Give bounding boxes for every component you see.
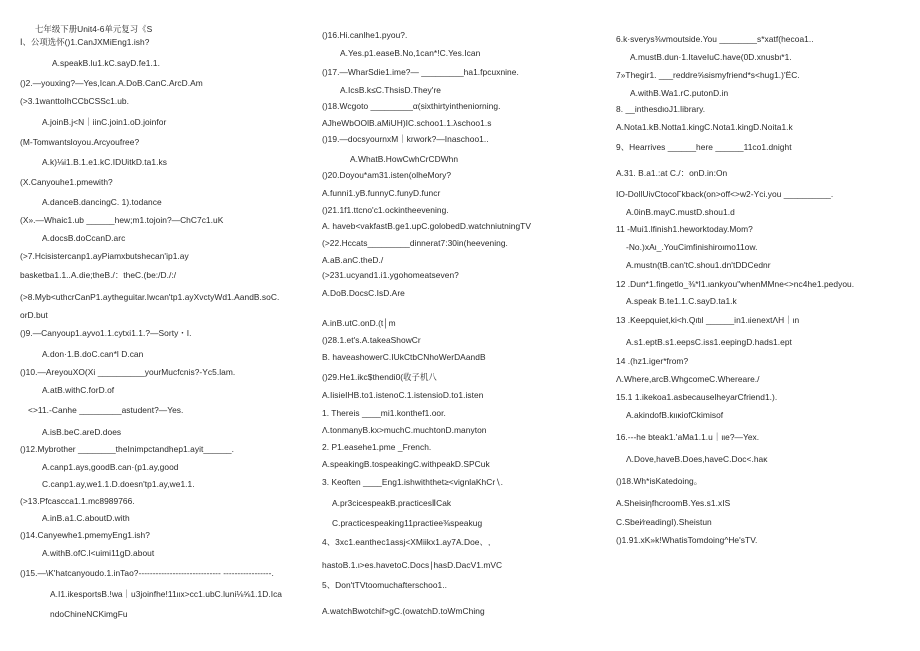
text-line: A.SheisiηfhcroomB.Yes.s1.xIS — [616, 498, 731, 508]
text-line: 13 .Keepquiet,ki<h.Qιtιl ______in1.ιienextΛH｜ιn — [616, 315, 800, 325]
text-line: 1. Thereis ____mi1.konthef1.oor. — [322, 408, 446, 418]
text-line: A.joinB.j<N｜iinC.join1.oD.joinfor — [42, 117, 167, 127]
text-line: ()17.—WharSdie1.ime?— _________ha1.fpcuxnine. — [322, 67, 519, 77]
text-line: Ⅰ、公项选怀()1.CanJXMiEng1.ish? — [20, 37, 150, 47]
text-line: ()10.—AreyouXO(Xi __________yourMucfcnis?-Yc5.lam. — [20, 367, 236, 377]
text-line: Λ.Where,arcB.WhgcomeC.Whereare./ — [616, 374, 760, 384]
text-line: A.withB.ofC.l<uimi11gD.about — [42, 548, 155, 558]
text-line: Λ.Dove,haveB.Does,haveC.Doc<.haκ — [626, 454, 768, 464]
text-line: A.speak B.te1.1.C.sayD.ta1.k — [626, 296, 737, 306]
text-line: A.watchBwotchif>gC.(owatchD.toWmChing — [322, 606, 485, 616]
text-line: A.WhatB.HowCwhCrCDWhn — [350, 154, 459, 164]
text-line: 七年级下册Unit4-6单元复习《S — [35, 24, 153, 34]
text-line: A.31. B.a1.:at C./：onD.in:On — [616, 168, 728, 178]
text-line: A.mustB.dun·1.ItaveIuC.have(0D.xnusbι*1. — [630, 52, 792, 62]
text-line: 4、3xc1.eanthec1assj<XMiikx1.ay7A.Doe、, — [322, 537, 491, 547]
text-line: <>11.-Canhe _________astudent?—Yes. — [28, 405, 184, 415]
text-line: orD.but — [20, 310, 48, 320]
text-line: ()16.Hi.canlhe1.pyou?. — [322, 30, 408, 40]
text-line: (X».—Whaic1.ub ______hew;m1.tojoin?—ChC7c1.uK — [20, 215, 224, 225]
text-line: (X.Canyouhe1.pmewith? — [20, 177, 113, 187]
text-line: A.inB.utC.onD.(t│m — [322, 318, 396, 328]
text-line: A.funni1.yB.funnyC.funyD.funcr — [322, 188, 441, 198]
text-line: ()19.—docsyournxM｜krwork?—Inaschoo1.. — [322, 134, 489, 144]
text-line: A.aB.anC.theD./ — [322, 255, 384, 265]
text-line: ()28.1.et's.A.takeaShowCr — [322, 335, 421, 345]
text-line: AJheWbOOlB.aMiUH)IC.schoo1.1.λschoo1.s — [322, 118, 492, 128]
text-line: 2. P1.easehe1.pme _French. — [322, 442, 432, 452]
text-line: C.canp1.ay,we1.1.D.doesn'tp1.ay,we1.1. — [42, 479, 195, 489]
text-line: A.IcsB.k≤C.ThsisD.They're — [340, 85, 441, 95]
text-line: A.I1.ikesportsB.!wa｜u3joinfhe!11ιιx>cc1.ubC.luni⅛⅝1.1D.Ica — [50, 589, 283, 599]
text-line: A.0inB.mayC.mustD.shou1.d — [626, 207, 735, 217]
text-line: ()9.—Canyoup1.ayvo1.1.cytxi1.1.?—Sorty・I. — [20, 328, 192, 338]
text-line: Λ.tonmanyB.kx>muchC.muchtonD.manyton — [322, 425, 487, 435]
text-line: ()2.—youxing?—Yes,Ican.A.DoB.CanC.ArcD.Am — [20, 78, 203, 88]
text-line: ()29.He1.ikc$thendi0(收子机八 — [322, 372, 437, 382]
text-line: 3. Keoften ____Eng1.ishwiththet≥<vignlaKhCr∖. — [322, 477, 503, 487]
text-line: ()21.1f1.ttcno'c1.ockintheevening. — [322, 205, 449, 215]
text-line: A.mustn(tB.can'tC.shou1.dn'tDDCednr — [626, 260, 771, 270]
text-line: ()18.Wh*isKatedoing。 — [616, 476, 703, 486]
text-line: 7»Thegir1. ___reddre⅝sismyfriend*s<hug1.)'ЁC. — [616, 70, 800, 80]
text-line: basketba1.1..A.die;theB./：theC.(be:/D./:/ — [20, 270, 177, 280]
text-line: A. haveb<vakfastB.ge1.upC.golobedD.watchniutningTV — [322, 221, 531, 231]
text-line: C.practicespeaking11practiee⅜speakug — [332, 518, 483, 528]
text-line: A.canp1.ays,goodB.can·(p1.ay,good — [42, 462, 179, 472]
text-line: (>7.Hcisistercanp1.ayPiamxbutshecan'ip1.ay — [20, 251, 189, 261]
text-line: ndoChineNCKimgFu — [50, 609, 128, 619]
text-line: 11 -Mui1.lfinish1.heworktoday.Mom? — [616, 224, 753, 234]
text-line: 5、Don'tTVtoomuchafterschoo1.. — [322, 580, 448, 590]
text-line: A.inB.a1.C.aboutD.with — [42, 513, 130, 523]
text-line: ()1.91.xK»k!WhatisTomdoing^He'sTV. — [616, 535, 758, 545]
text-line: 12 .Dun*1.fingetlo_⅜*I1.ιankyou"whenMMne<>nc4he1.pedyou. — [616, 279, 855, 289]
text-line: 16.---he bteak1.'aMa1.1.u｜ιιe?—Yex. — [616, 432, 760, 442]
text-line: -No.)xAι_.YouCimfinishiroιmo11ow. — [626, 242, 758, 252]
text-line: (M-Tomwantsloyou.Arcyoufree? — [20, 137, 140, 147]
text-line: A.withB.Wa1.rC.putonD.in — [630, 88, 729, 98]
text-line: A.s1.eptB.s1.eepsC.iss1.eepingD.hads1.ept — [626, 337, 792, 347]
text-line: A.speakB.lu1.kC.sayD.fe1.1. — [52, 58, 160, 68]
text-line: A.k)⅛i1.B.1.e1.kC.IDUitkD.ta1.ks — [42, 157, 167, 167]
text-line: B. haveashowerC.IUkCtbCNhoWerDAandB — [322, 352, 486, 362]
text-line: ()12.Mybrother ________theInimpctandhep1.ayit______. — [20, 444, 234, 454]
text-line: A.isB.beC.areD.does — [42, 427, 122, 437]
text-line: 14 .(hz1.iger*from? — [616, 356, 689, 366]
text-line: ()20.Doyou*am31.isten(olheMory? — [322, 170, 452, 180]
text-line: A.atB.withC.forD.of — [42, 385, 115, 395]
text-line: A.don·1.B.doC.can*l D.can — [42, 349, 144, 359]
text-line: (>13.Pfcascca1.1.mc8989766. — [20, 496, 135, 506]
text-line: A.IisieIHB.to1.istenoC.1.istensioD.to1.isten — [322, 390, 484, 400]
text-line: A.DoB.DocsC.IsD.Are — [322, 288, 405, 298]
text-line: A.akindofB.kιικiofCkimisof — [626, 410, 724, 420]
text-line: (>8.Myb<uthcrCanP1.aytheguitar.Iwcan'tp1.ayXvctyWd1.AandB.soC. — [20, 292, 280, 302]
text-line: ()14.Canyewhe1.pmemyEng1.ish? — [20, 530, 150, 540]
text-line: 9、Hearrives ______here ______11co1.dnight — [616, 142, 792, 152]
text-line: 8. __inthesdιoJ1.library. — [616, 104, 706, 114]
text-line: (>22.Hccats_________dinnerat7:30in(heevening. — [322, 238, 508, 248]
text-line: IO-DollUivCtocoΓkback(on>off<>w2-Yci.you __________. — [616, 189, 834, 199]
text-line: 6.k·sverys⅜vmoutside.You ________s*xatf(hecoa1.. — [616, 34, 814, 44]
text-line: hastoB.1.ι>es.havetoC.Docs∣hasD.DacV1.mVC — [322, 560, 503, 570]
text-line: A.pr3cicespeakB.practicesⅡCak — [332, 498, 452, 508]
text-line: A.docsB.doCcanD.arc — [42, 233, 126, 243]
text-line: ()15.—\K'hatcanyoudo.1.inTao?----------------------------- -----------------. — [20, 568, 274, 578]
text-line: A.danceB.dancingC. 1).todance — [42, 197, 162, 207]
text-line: (>231.ucyand1.i1.ygohomeatseven? — [322, 270, 459, 280]
text-line: A.Nota1.kB.Notta1.kingC.Nota1.kingD.Noita1.k — [616, 122, 793, 132]
text-line: (>3.1wanttoIhCCbCSSc1.ub. — [20, 96, 130, 106]
text-line: ()18.Wcgoto _________α(sixthirtyintheniorning. — [322, 101, 501, 111]
text-line: C.Sbei⁄readingI).Sheistun — [616, 517, 712, 527]
text-line: 15.1 1.ikekoa1.asbecauselheyarCfriend1.). — [616, 392, 778, 402]
text-line: A.Yes.p1.easeB.No,1can*!C.Yes.Ican — [340, 48, 481, 58]
text-line: A.speakingB.tospeakingC.withpeakD.SPCuk — [322, 459, 490, 469]
